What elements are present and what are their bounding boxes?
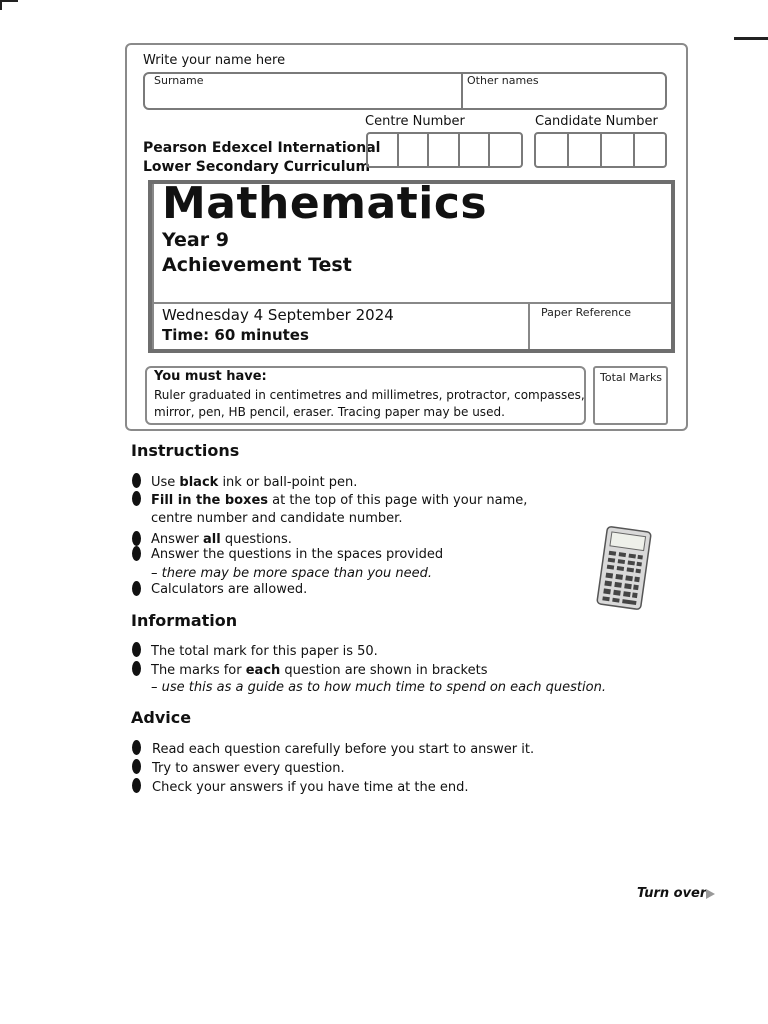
centre-number-label: Centre Number — [365, 114, 465, 129]
bullet-icon — [132, 778, 141, 793]
must-have-line: mirror, pen, HB pencil, eraser. Tracing paper may be used. — [154, 405, 505, 419]
bullet-icon — [132, 473, 141, 488]
bullet-icon — [132, 661, 141, 676]
text: question are shown in brackets — [280, 663, 488, 678]
digit-box[interactable] — [460, 134, 491, 166]
bullet-icon — [132, 491, 141, 506]
instruction-note: – there may be more space than you need. — [151, 566, 432, 581]
bullet-icon — [132, 581, 141, 596]
digit-box[interactable] — [569, 134, 602, 166]
other-names-label: Other names — [467, 74, 539, 87]
bullet-icon — [132, 759, 141, 774]
digit-box[interactable] — [429, 134, 460, 166]
organisation-line: Lower Secondary Curriculum — [143, 159, 371, 175]
emphasis: Fill in the boxes — [151, 493, 268, 508]
exam-time: Time: 60 minutes — [162, 326, 309, 344]
advice-item: Check your answers if you have time at the end. — [152, 780, 469, 795]
digit-box[interactable] — [602, 134, 635, 166]
title-divider — [528, 302, 530, 349]
text: Answer — [151, 532, 204, 547]
must-have-text — [154, 387, 585, 421]
name-field[interactable] — [143, 72, 667, 110]
instruction-item: Answer the questions in the spaces provided — [151, 547, 444, 562]
paper-reference-label: Paper Reference — [541, 306, 632, 319]
text: questions. — [220, 532, 292, 547]
title-divider — [152, 302, 671, 304]
emphasis: each — [245, 663, 281, 678]
exam-date: Wednesday 4 September 2024 — [162, 306, 394, 324]
digit-box[interactable] — [490, 134, 521, 166]
title-inner-line — [152, 184, 154, 349]
candidate-number-label: Candidate Number — [535, 114, 658, 129]
edge-mark — [734, 37, 768, 40]
digit-box[interactable] — [368, 134, 399, 166]
information-note: – use this as a guide as to how much time to spend on each question. — [151, 680, 606, 695]
digit-box[interactable] — [399, 134, 430, 166]
digit-box[interactable] — [536, 134, 569, 166]
text: at the top of this page with your name, — [268, 493, 528, 508]
total-marks-label: Total Marks — [600, 371, 663, 384]
instruction-item — [151, 474, 357, 492]
test-label: Achievement Test — [162, 254, 352, 276]
instruction-item: Calculators are allowed. — [151, 582, 308, 597]
information-item: The total mark for this paper is 50. — [151, 644, 378, 659]
emphasis: black — [179, 475, 219, 490]
information-heading: Information — [131, 611, 238, 630]
must-have-line: Ruler graduated in centimetres and millimetres, protractor, compasses, — [154, 388, 585, 402]
crop-mark — [0, 0, 18, 2]
year-label: Year 9 — [162, 229, 229, 251]
emphasis: all — [203, 532, 221, 547]
instruction-item-continued: centre number and candidate number. — [151, 511, 403, 526]
advice-item: Read each question carefully before you start to answer it. — [152, 742, 535, 757]
must-have-heading: You must have: — [154, 369, 267, 384]
text: Use — [151, 475, 180, 490]
advice-item: Try to answer every question. — [152, 761, 345, 776]
name-field-divider — [461, 72, 463, 110]
organisation-line: Pearson Edexcel International — [143, 140, 381, 156]
advice-heading: Advice — [131, 708, 192, 727]
centre-number-field[interactable] — [366, 132, 523, 168]
instruction-item — [151, 492, 527, 510]
turn-over-label: Turn over — [637, 886, 707, 901]
calculator-icon — [594, 525, 654, 611]
bullet-icon — [132, 531, 141, 546]
information-item — [151, 662, 487, 680]
bullet-icon — [132, 642, 141, 657]
text: ink or ball-point pen. — [218, 475, 358, 490]
digit-box[interactable] — [635, 134, 665, 166]
bullet-icon — [132, 740, 141, 755]
crop-mark — [0, 0, 2, 10]
subject-title: Mathematics — [162, 178, 488, 229]
candidate-number-field[interactable] — [534, 132, 667, 168]
write-name-label: Write your name here — [143, 53, 286, 68]
bullet-icon — [132, 546, 141, 561]
instructions-heading: Instructions — [131, 441, 240, 460]
triangle-right-icon — [706, 889, 715, 899]
organisation — [143, 139, 380, 177]
surname-label: Surname — [154, 74, 204, 87]
text: The marks for — [151, 663, 246, 678]
